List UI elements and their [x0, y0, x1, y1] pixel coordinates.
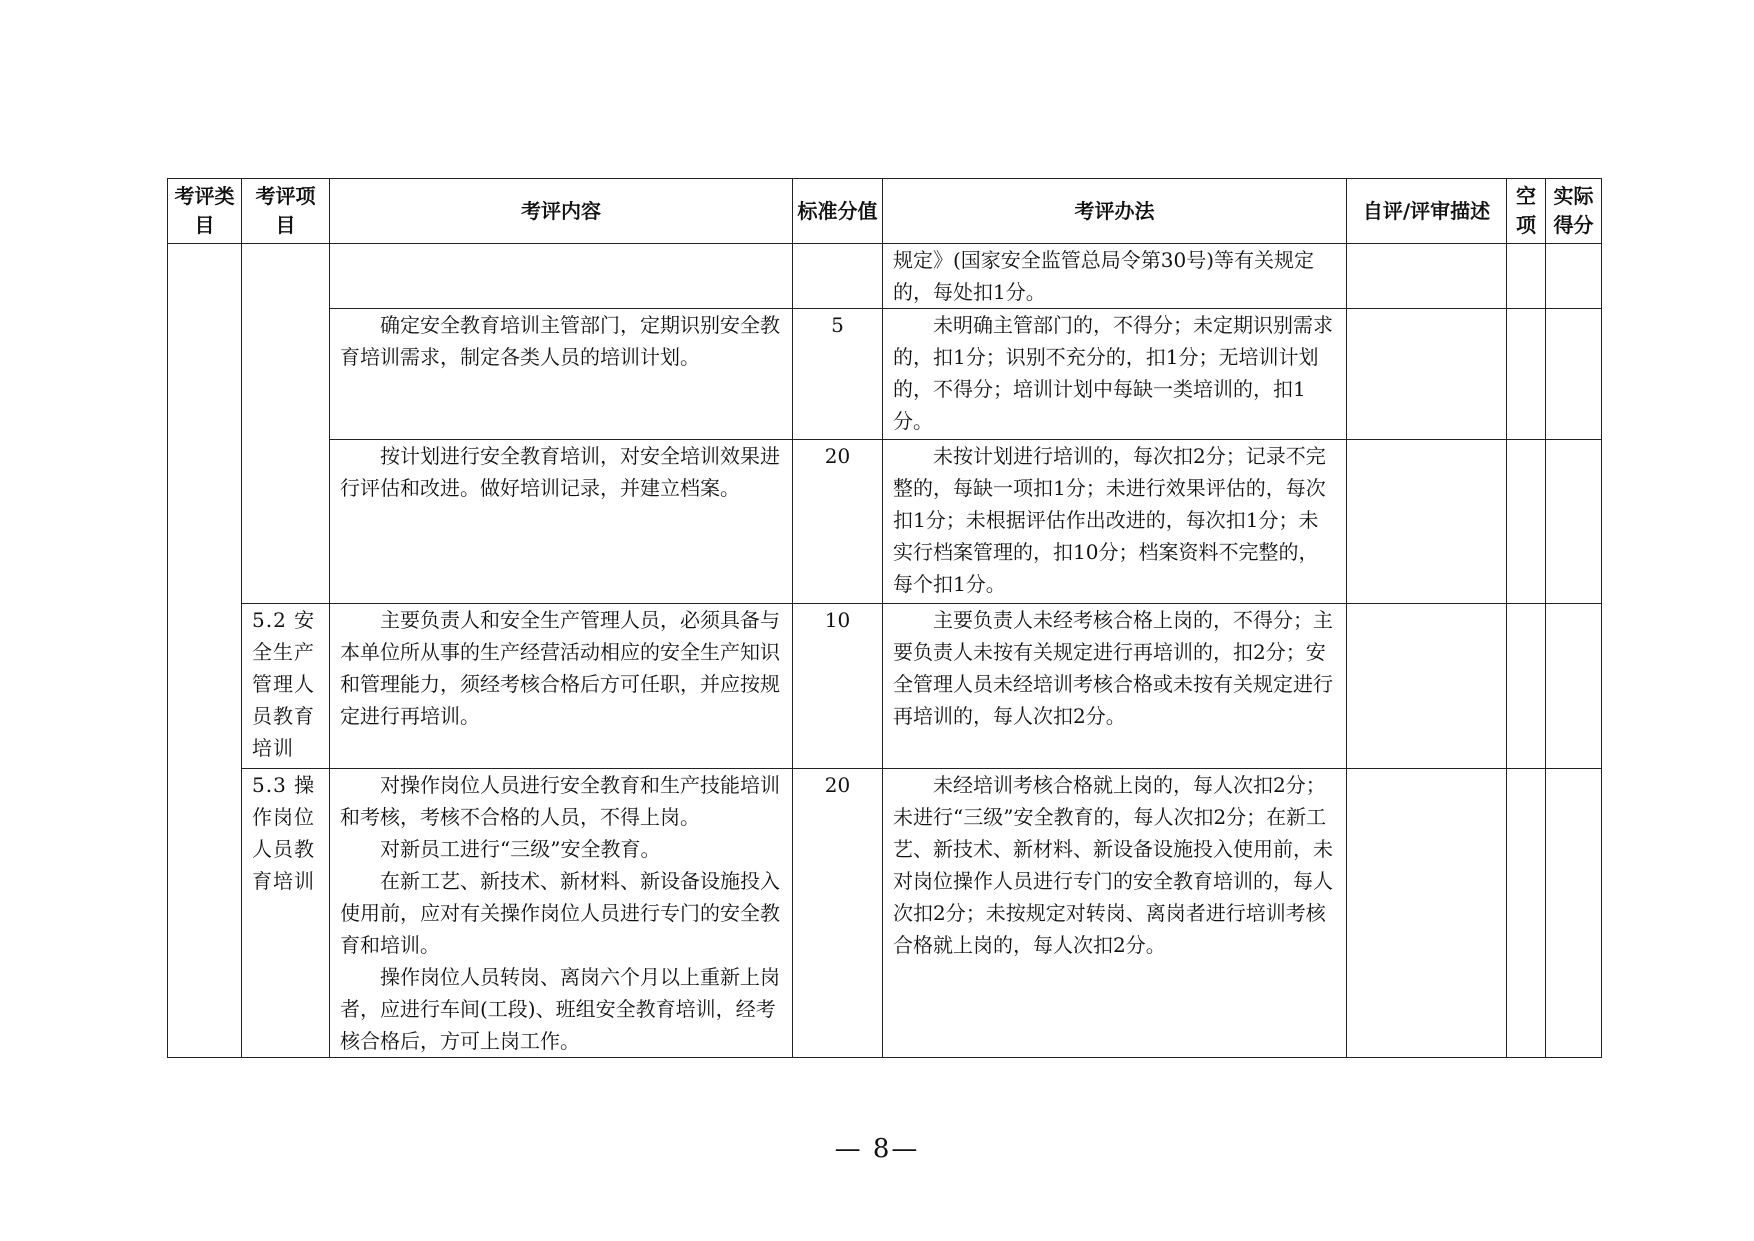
method-text: 规定》(国家安全监管总局令第30号)等有关规定的，每处扣1分。 [893, 248, 1315, 304]
content-cell [330, 440, 793, 604]
item-cell: 5.3 操作岗位人员教育培训 [242, 769, 330, 1058]
method-cell [883, 309, 1347, 440]
table-row [168, 244, 1602, 309]
empty-item-cell [1507, 440, 1546, 604]
header-self-eval: 自评/评审描述 [1347, 179, 1507, 244]
content-cell [330, 309, 793, 440]
content-text: 按计划进行安全教育培训，对安全培训效果进行评估和改进。做好培训记录，并建立档案。 [340, 444, 780, 500]
content-cell [330, 604, 793, 769]
item-cell: 5.2 安全生产管理人员教育培训 [242, 604, 330, 769]
method-cell [883, 244, 1347, 309]
header-score: 标准分值 [793, 179, 883, 244]
content-text: 对操作岗位人员进行安全教育和生产技能培训和考核，考核不合格的人员，不得上岗。 [340, 773, 780, 829]
category-cell [168, 244, 242, 1058]
actual-score-cell [1546, 244, 1602, 309]
method-text: 主要负责人未经考核合格上岗的，不得分；主要负责人未按有关规定进行再培训的，扣2分；安全管理人员未经培训考核合格或未按有关规定进行再培训的，每人次扣2分。 [893, 608, 1333, 728]
actual-score-cell [1546, 309, 1602, 440]
header-empty-item: 空项 [1507, 179, 1546, 244]
header-actual-score: 实际得分 [1546, 179, 1602, 244]
self-eval-cell [1347, 244, 1507, 309]
header-method: 考评办法 [883, 179, 1347, 244]
actual-score-cell [1546, 769, 1602, 1058]
method-text: 未经培训考核合格就上岗的，每人次扣2分；未进行“三级”安全教育的，每人次扣2分；在新工艺、新技术、新材料、新设备设施投入使用前，未对岗位操作人员进行专门的安全教育培训的，每人次扣2分；未按规定对转岗、离岗者进行培训考核合格就上岗的，每人次扣2分。 [893, 773, 1333, 957]
score-cell [793, 244, 883, 309]
empty-item-cell [1507, 604, 1546, 769]
header-content: 考评内容 [330, 179, 793, 244]
page-number: — 8— [834, 1134, 920, 1164]
method-cell [883, 604, 1347, 769]
content-text: 在新工艺、新技术、新材料、新设备设施投入使用前，应对有关操作岗位人员进行专门的安全教育和培训。 [340, 869, 780, 957]
table-row [168, 440, 1602, 604]
empty-item-cell [1507, 309, 1546, 440]
method-cell [883, 769, 1347, 1058]
header-item: 考评项目 [242, 179, 330, 244]
table-row [168, 604, 1602, 769]
score-cell: 20 [793, 769, 883, 1058]
method-text: 未明确主管部门的，不得分；未定期识别需求的，扣1分；识别不充分的，扣1分；无培训计划的，不得分；培训计划中每缺一类培训的，扣1分。 [893, 313, 1333, 433]
content-text: 主要负责人和安全生产管理人员，必须具备与本单位所从事的生产经营活动相应的安全生产知识和管理能力，须经考核合格后方可任职，并应按规定进行再培训。 [340, 608, 780, 728]
self-eval-cell [1347, 769, 1507, 1058]
header-category: 考评类目 [168, 179, 242, 244]
self-eval-cell [1347, 604, 1507, 769]
score-cell: 10 [793, 604, 883, 769]
score-cell: 5 [793, 309, 883, 440]
content-text: 确定安全教育培训主管部门，定期识别安全教育培训需求，制定各类人员的培训计划。 [340, 313, 780, 369]
table-row [168, 769, 1602, 1058]
table-header-row [168, 179, 1602, 244]
table-row [168, 309, 1602, 440]
item-cell-continued [242, 244, 330, 604]
self-eval-cell [1347, 440, 1507, 604]
content-text: 对新员工进行“三级”安全教育。 [380, 837, 661, 861]
content-cell [330, 244, 793, 309]
method-text: 未按计划进行培训的，每次扣2分；记录不完整的，每缺一项扣1分；未进行效果评估的，每次扣1分；未根据评估作出改进的，每次扣1分；未实行档案管理的，扣10分；档案资料不完整的，每个扣1分。 [893, 444, 1326, 596]
actual-score-cell [1546, 440, 1602, 604]
score-cell: 20 [793, 440, 883, 604]
empty-item-cell [1507, 244, 1546, 309]
self-eval-cell [1347, 309, 1507, 440]
empty-item-cell [1507, 769, 1546, 1058]
actual-score-cell [1546, 604, 1602, 769]
content-cell [330, 769, 793, 1058]
content-text: 操作岗位人员转岗、离岗六个月以上重新上岗者，应进行车间(工段)、班组安全教育培训，经考核合格后，方可上岗工作。 [340, 965, 780, 1053]
evaluation-table [167, 178, 1602, 1058]
method-cell [883, 440, 1347, 604]
